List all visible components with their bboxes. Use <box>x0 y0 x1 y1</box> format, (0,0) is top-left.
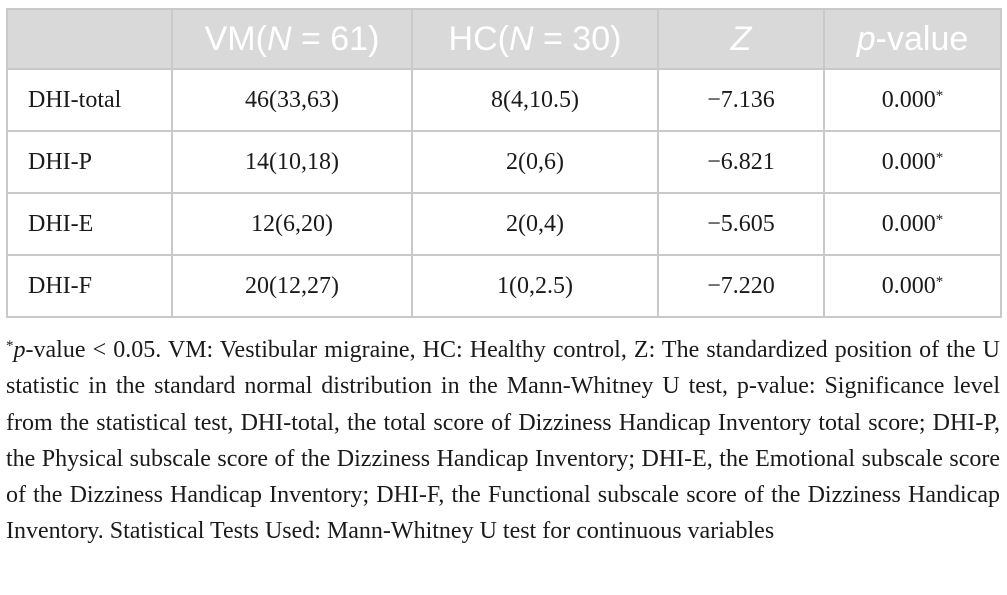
z-cell: −6.821 <box>658 131 824 193</box>
dhi-comparison-table <box>6 8 1002 318</box>
table-row <box>7 193 1001 255</box>
hc-cell: 2(0,4) <box>412 193 658 255</box>
p-cell: 0.000* <box>824 131 1001 193</box>
vm-cell: 46(33,63) <box>172 69 412 131</box>
header-vm: VM(N = 61) <box>172 9 412 69</box>
table-header-row <box>7 9 1001 69</box>
vm-cell: 12(6,20) <box>172 193 412 255</box>
footnote-text: -value < 0.05. VM: Vestibular migraine, HC: Healthy control, Z: The standardized position of the U statistic in the standard normal distribution in the Mann-Whitney U test, p-value: Significance level from the statistical test, DHI-total, the total score of Dizziness Handicap Inventory total score; DHI-P, the Physical subscale score of the Dizziness Handicap Inventory; DHI-E, the Emotional subscale score of the Dizziness Handicap Inventory; DHI-F, the Functional subscale score of the Dizziness Handicap Inventory. Statistical Tests Used: Mann-Whitney U test for continuous variables <box>6 337 1000 545</box>
vm-cell: 20(12,27) <box>172 255 412 317</box>
vm-cell: 14(10,18) <box>172 131 412 193</box>
table-row <box>7 255 1001 317</box>
table-footnote <box>6 328 1000 550</box>
p-cell: 0.000* <box>824 69 1001 131</box>
p-cell: 0.000* <box>824 255 1001 317</box>
p-cell: 0.000* <box>824 193 1001 255</box>
hc-cell: 2(0,6) <box>412 131 658 193</box>
footnote-italic-p: p <box>13 337 26 363</box>
hc-cell: 8(4,10.5) <box>412 69 658 131</box>
row-label: DHI-E <box>7 193 172 255</box>
row-label: DHI-F <box>7 255 172 317</box>
row-label: DHI-total <box>7 69 172 131</box>
footnote-mark: * <box>6 338 14 354</box>
hc-cell: 1(0,2.5) <box>412 255 658 317</box>
header-z: Z <box>658 9 824 69</box>
z-cell: −7.136 <box>658 69 824 131</box>
table-row <box>7 131 1001 193</box>
z-cell: −7.220 <box>658 255 824 317</box>
row-label: DHI-P <box>7 131 172 193</box>
table-row <box>7 69 1001 131</box>
header-hc: HC(N = 30) <box>412 9 658 69</box>
header-blank <box>7 9 172 69</box>
z-cell: −5.605 <box>658 193 824 255</box>
results-table-figure <box>6 8 1000 550</box>
header-p-value: p-value <box>824 9 1001 69</box>
